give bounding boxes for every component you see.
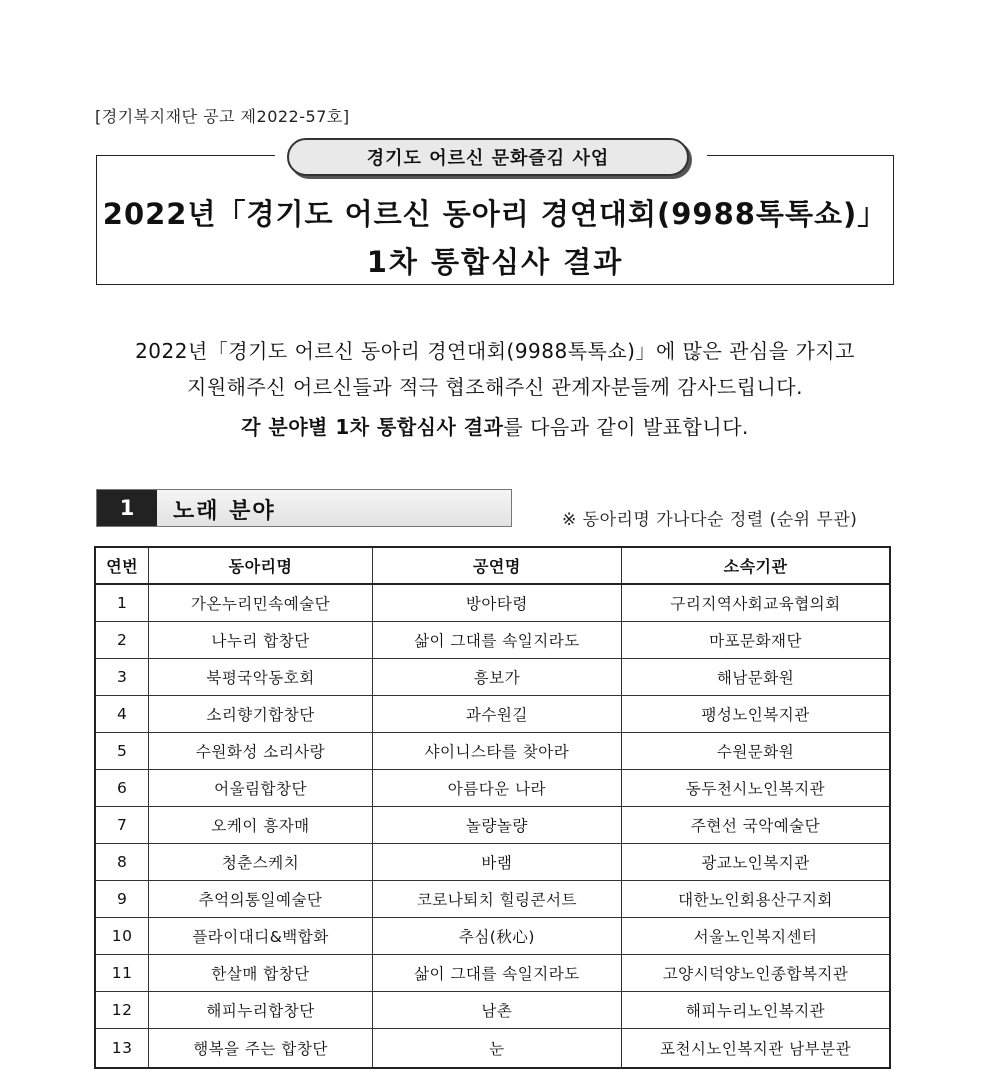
cell-organization: 해남문화원 [622,659,890,696]
cell-club: 가온누리민속예술단 [149,584,372,622]
table-row [95,622,890,659]
table-row [95,733,890,770]
cell-club: 나누리 합창단 [149,622,372,659]
cell-performance: 샤이니스타를 찾아라 [372,733,621,770]
cell-club: 플라이대디&백합화 [149,918,372,955]
header-organization: 소속기관 [622,547,890,584]
cell-performance: 아름다운 나라 [372,770,621,807]
cell-club: 오케이 흥자매 [149,807,372,844]
table-row [95,844,890,881]
intro-rest: 를 다음과 같이 발표합니다. [503,415,749,439]
cell-club: 추억의통일예술단 [149,881,372,918]
table-row [95,992,890,1029]
cell-performance: 추심(秋心) [372,918,621,955]
header-no: 연번 [95,547,149,584]
title-line-2: 1차 통합심사 결과 [366,245,624,279]
cell-performance: 방아타령 [372,584,621,622]
cell-organization: 구리지역사회교육협의회 [622,584,890,622]
cell-organization: 해피누리노인복지관 [622,992,890,1029]
cell-club: 소리향기합창단 [149,696,372,733]
cell-organization: 고양시덕양노인종합복지관 [622,955,890,992]
cell-club: 행복을 주는 합창단 [149,1029,372,1069]
intro-line-1: 2022년「경기도 어르신 동아리 경연대회(9988톡톡쇼)」에 많은 관심을 가지고 [135,339,855,363]
cell-no: 5 [95,733,149,770]
header-performance: 공연명 [372,547,621,584]
section-title: 노래 분야 [173,499,276,524]
table-row [95,584,890,622]
cell-organization: 서울노인복지센터 [622,918,890,955]
cell-performance: 흥보가 [372,659,621,696]
cell-organization: 마포문화재단 [622,622,890,659]
cell-organization: 포천시노인복지관 남부분관 [622,1029,890,1069]
cell-no: 12 [95,992,149,1029]
cell-performance: 남촌 [372,992,621,1029]
cell-club: 북평국악동호회 [149,659,372,696]
cell-performance: 과수원길 [372,696,621,733]
cell-club: 청춘스케치 [149,844,372,881]
cell-organization: 수원문화원 [622,733,890,770]
table-header-row [95,547,890,584]
table-row [95,659,890,696]
cell-no: 11 [95,955,149,992]
cell-no: 6 [95,770,149,807]
cell-no: 2 [95,622,149,659]
cell-club: 해피누리합창단 [149,992,372,1029]
cell-organization: 주현선 국악예술단 [622,807,890,844]
table-row [95,1029,890,1069]
table-row [95,770,890,807]
cell-organization: 동두천시노인복지관 [622,770,890,807]
cell-no: 4 [95,696,149,733]
cell-club: 수원화성 소리사랑 [149,733,372,770]
table-row [95,918,890,955]
cell-no: 8 [95,844,149,881]
cell-performance: 코로나퇴치 힐링콘서트 [372,881,621,918]
notice-number: [경기복지재단 공고 제2022-57호] [95,107,350,126]
cell-club: 어울림합창단 [149,770,372,807]
table-row [95,807,890,844]
cell-club: 한살매 합창단 [149,955,372,992]
cell-no: 7 [95,807,149,844]
cell-no: 9 [95,881,149,918]
table-row [95,696,890,733]
cell-no: 10 [95,918,149,955]
program-pill: 경기도 어르신 문화즐김 사업 [287,138,689,176]
cell-organization: 팽성노인복지관 [622,696,890,733]
title-line-1: 2022년「경기도 어르신 동아리 경연대회(9988톡톡쇼)」 [102,197,888,231]
cell-performance: 삶이 그대를 속일지라도 [372,622,621,659]
intro-bold: 각 분야별 1차 통합심사 결과 [241,415,504,439]
intro-line-3 [60,411,930,440]
cell-no: 1 [95,584,149,622]
cell-organization: 대한노인회용산구지회 [622,881,890,918]
sort-note: ※ 동아리명 가나다순 정렬 (순위 무관) [562,510,858,530]
table-row [95,881,890,918]
cell-no: 13 [95,1029,149,1069]
cell-no: 3 [95,659,149,696]
cell-organization: 광교노인복지관 [622,844,890,881]
section-number: 1 [97,490,157,526]
cell-performance: 놀량놀량 [372,807,621,844]
cell-performance: 바램 [372,844,621,881]
results-table [94,546,891,1069]
section-header [96,489,512,527]
intro-line-2: 지원해주신 어르신들과 적극 협조해주신 관계자분들께 감사드립니다. [187,375,803,399]
cell-performance: 눈 [372,1029,621,1069]
header-club: 동아리명 [149,547,372,584]
table-row [95,955,890,992]
cell-performance: 삶이 그대를 속일지라도 [372,955,621,992]
